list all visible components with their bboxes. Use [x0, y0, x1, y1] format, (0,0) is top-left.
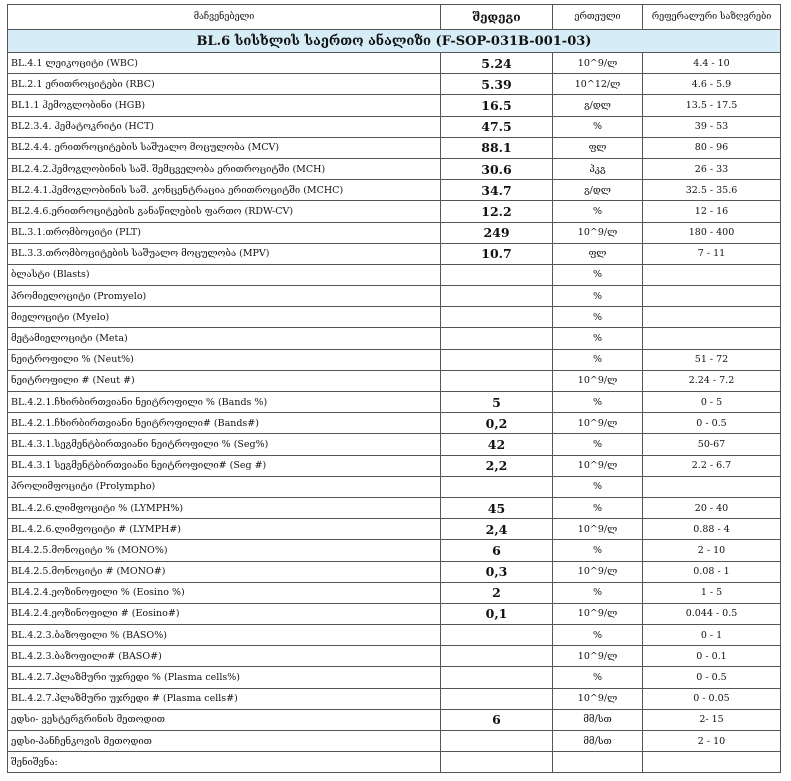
reference-cell: [643, 286, 781, 307]
table-row: [8, 158, 781, 179]
reference-cell: 1 - 5: [643, 582, 781, 603]
test-name-cell: BL2.4.1.ჰემოგლობინის საშ. კონცენტრაცია ერითროციტში (MCHC): [8, 180, 441, 201]
reference-cell: 4.6 - 5.9: [643, 74, 781, 95]
reference-cell: 0.08 - 1: [643, 561, 781, 582]
unit-cell: %: [553, 540, 643, 561]
table-row: [8, 307, 781, 328]
table-row: [8, 201, 781, 222]
result-cell: 0,2: [441, 413, 553, 434]
unit-cell: %: [553, 392, 643, 413]
result-cell: [441, 688, 553, 709]
unit-cell: მმ/სთ: [553, 709, 643, 730]
reference-cell: 0.044 - 0.5: [643, 603, 781, 624]
result-cell: [441, 731, 553, 752]
test-name-cell: BL.4.2.3.ბაზოფილი# (BASO#): [8, 646, 441, 667]
unit-cell: 10^9/ლ: [553, 222, 643, 243]
test-name-cell: ბლასტი (Blasts): [8, 264, 441, 285]
reference-cell: 180 - 400: [643, 222, 781, 243]
table-row: [8, 752, 781, 773]
reference-cell: 4.4 - 10: [643, 53, 781, 74]
test-name-cell: მიელოციტი (Myelo): [8, 307, 441, 328]
header-reference: რეფერალური საზღვრები: [643, 5, 781, 30]
test-name-cell: BL.4.2.3.ბაზოფილი % (BASO%): [8, 625, 441, 646]
reference-cell: 0 - 0.1: [643, 646, 781, 667]
result-cell: [441, 307, 553, 328]
test-name-cell: პროლიმფოციტი (Prolympho): [8, 476, 441, 497]
header-unit: ერთეული: [553, 5, 643, 30]
test-name-cell: BL1.1 ჰემოგლობინი (HGB): [8, 95, 441, 116]
table-row: [8, 286, 781, 307]
table-row: [8, 222, 781, 243]
test-name-cell: პრომიელოციტი (Promyelo): [8, 286, 441, 307]
test-name-cell: BL.4.2.1.ჩხირბირთვიანი ნეიტროფილი# (Bands#): [8, 413, 441, 434]
result-cell: [441, 264, 553, 285]
result-cell: 5: [441, 392, 553, 413]
result-cell: [441, 349, 553, 370]
table-row: [8, 688, 781, 709]
result-cell: 2,4: [441, 519, 553, 540]
header-indicator: მაჩვენებელი: [8, 5, 441, 30]
unit-cell: %: [553, 349, 643, 370]
unit-cell: 10^9/ლ: [553, 53, 643, 74]
test-name-cell: BL.4.3.1.სეგმენტბირთვიანი ნეიტროფილი % (Seg%): [8, 434, 441, 455]
test-name-cell: BL2.4.6.ერითროციტების განაწილების ფართო (RDW-CV): [8, 201, 441, 222]
result-cell: 5.39: [441, 74, 553, 95]
result-cell: 2: [441, 582, 553, 603]
table-row: [8, 455, 781, 476]
test-name-cell: BL.4.1 ლეიკოციტი (WBC): [8, 53, 441, 74]
result-cell: 34.7: [441, 180, 553, 201]
table-row: [8, 180, 781, 201]
table-row: [8, 264, 781, 285]
reference-cell: 0 - 1: [643, 625, 781, 646]
test-name-cell: BL4.2.4.ეოზინოფილი # (Eosino#): [8, 603, 441, 624]
table-row: [8, 497, 781, 518]
reference-cell: 39 - 53: [643, 116, 781, 137]
table-row: [8, 434, 781, 455]
table-row: [8, 582, 781, 603]
unit-cell: 10^9/ლ: [553, 455, 643, 476]
unit-cell: გ/დლ: [553, 95, 643, 116]
unit-cell: 10^9/ლ: [553, 646, 643, 667]
reference-cell: 2 - 10: [643, 540, 781, 561]
unit-cell: 10^9/ლ: [553, 413, 643, 434]
unit-cell: გ/დლ: [553, 180, 643, 201]
result-cell: [441, 646, 553, 667]
test-name-cell: ნეიტროფილი % (Neut%): [8, 349, 441, 370]
test-name-cell: BL.4.2.6.ლიმფოციტი % (LYMPH%): [8, 497, 441, 518]
test-name-cell: მეტამიელოციტი (Meta): [8, 328, 441, 349]
unit-cell: [553, 752, 643, 773]
reference-cell: 2.24 - 7.2: [643, 370, 781, 391]
table-row: [8, 74, 781, 95]
unit-cell: 10^9/ლ: [553, 370, 643, 391]
result-cell: [441, 286, 553, 307]
table-row: [8, 561, 781, 582]
reference-cell: 2 - 10: [643, 731, 781, 752]
test-name-cell: BL.3.3.თრომბოციტების საშუალო მოცულობა (MPV): [8, 243, 441, 264]
reference-cell: [643, 476, 781, 497]
result-cell: [441, 752, 553, 773]
test-name-cell: BL.4.2.1.ჩხირბირთვიანი ნეიტროფილი % (Bands %): [8, 392, 441, 413]
result-cell: [441, 625, 553, 646]
result-cell: 47.5: [441, 116, 553, 137]
test-name-cell: BL2.4.2.ჰემოგლობინის საშ. შემცველობა ერითროციტში (MCH): [8, 158, 441, 179]
table-row: [8, 137, 781, 158]
table-row: [8, 413, 781, 434]
result-cell: 249: [441, 222, 553, 243]
result-cell: 88.1: [441, 137, 553, 158]
result-cell: [441, 476, 553, 497]
test-name-cell: ედსი- ვესტერგრინის მეთოდით: [8, 709, 441, 730]
table-row: [8, 540, 781, 561]
reference-cell: [643, 264, 781, 285]
table-row: [8, 603, 781, 624]
result-cell: 12.2: [441, 201, 553, 222]
reference-cell: 0 - 5: [643, 392, 781, 413]
unit-cell: 10^9/ლ: [553, 603, 643, 624]
result-cell: 45: [441, 497, 553, 518]
reference-cell: 12 - 16: [643, 201, 781, 222]
test-name-cell: შენიშვნა:: [8, 752, 441, 773]
result-cell: 6: [441, 540, 553, 561]
unit-cell: 10^12/ლ: [553, 74, 643, 95]
reference-cell: 0 - 0.5: [643, 667, 781, 688]
result-cell: 0,1: [441, 603, 553, 624]
unit-cell: %: [553, 434, 643, 455]
test-name-cell: BL.4.2.7.პლაზმური უჯრედი % (Plasma cells%): [8, 667, 441, 688]
reference-cell: [643, 752, 781, 773]
reference-cell: 0.88 - 4: [643, 519, 781, 540]
table-row: [8, 476, 781, 497]
reference-cell: 2.2 - 6.7: [643, 455, 781, 476]
test-name-cell: ედსი-პანჩენკოვის მეთოდით: [8, 731, 441, 752]
table-row: [8, 392, 781, 413]
reference-cell: 0 - 0.5: [643, 413, 781, 434]
unit-cell: %: [553, 201, 643, 222]
reference-cell: [643, 328, 781, 349]
unit-cell: 10^9/ლ: [553, 688, 643, 709]
unit-cell: %: [553, 116, 643, 137]
table-row: [8, 243, 781, 264]
table-row: [8, 667, 781, 688]
unit-cell: მმ/სთ: [553, 731, 643, 752]
table-row: [8, 709, 781, 730]
test-name-cell: ნეიტროფილი # (Neut #): [8, 370, 441, 391]
reference-cell: 13.5 - 17.5: [643, 95, 781, 116]
reference-cell: 2- 15: [643, 709, 781, 730]
result-cell: 10.7: [441, 243, 553, 264]
table-row: [8, 95, 781, 116]
result-cell: 42: [441, 434, 553, 455]
test-name-cell: BL4.2.5.მონოციტი % (MONO%): [8, 540, 441, 561]
reference-cell: [643, 307, 781, 328]
result-cell: 16.5: [441, 95, 553, 116]
unit-cell: %: [553, 497, 643, 518]
table-row: [8, 53, 781, 74]
test-name-cell: BL2.4.4. ერითროციტების საშუალო მოცულობა (MCV): [8, 137, 441, 158]
reference-cell: 50-67: [643, 434, 781, 455]
test-name-cell: BL.4.2.7.პლაზმური უჯრედი # (Plasma cells#): [8, 688, 441, 709]
result-cell: 30.6: [441, 158, 553, 179]
result-cell: [441, 328, 553, 349]
table-row: [8, 328, 781, 349]
unit-cell: პკგ: [553, 158, 643, 179]
reference-cell: 20 - 40: [643, 497, 781, 518]
table-row: [8, 116, 781, 137]
header-result: შედეგი: [441, 5, 553, 30]
panel-title-row: [8, 30, 781, 53]
result-cell: [441, 667, 553, 688]
test-name-cell: BL2.3.4. ჰემატოკრიტი (HCT): [8, 116, 441, 137]
test-name-cell: BL.3.1.თრომბოციტი (PLT): [8, 222, 441, 243]
reference-cell: 80 - 96: [643, 137, 781, 158]
test-name-cell: BL.4.3.1 სეგმენტბირთვიანი ნეიტროფილი# (Seg #): [8, 455, 441, 476]
cbc-results-table: [7, 4, 781, 773]
unit-cell: 10^9/ლ: [553, 519, 643, 540]
table-row: [8, 370, 781, 391]
unit-cell: %: [553, 667, 643, 688]
table-row: [8, 349, 781, 370]
test-name-cell: BL4.2.5.მონოციტი # (MONO#): [8, 561, 441, 582]
test-name-cell: BL.4.2.6.ლიმფოციტი # (LYMPH#): [8, 519, 441, 540]
unit-cell: 10^9/ლ: [553, 561, 643, 582]
test-name-cell: BL.2.1 ერითროციტები (RBC): [8, 74, 441, 95]
table-row: [8, 731, 781, 752]
reference-cell: 0 - 0.05: [643, 688, 781, 709]
result-cell: 6: [441, 709, 553, 730]
result-cell: 0,3: [441, 561, 553, 582]
reference-cell: 32.5 - 35.6: [643, 180, 781, 201]
unit-cell: ფლ: [553, 243, 643, 264]
header-row: [8, 5, 781, 30]
table-row: [8, 625, 781, 646]
reference-cell: 26 - 33: [643, 158, 781, 179]
test-name-cell: BL4.2.4.ეოზინოფილი % (Eosino %): [8, 582, 441, 603]
result-cell: 5.24: [441, 53, 553, 74]
table-row: [8, 646, 781, 667]
reference-cell: 7 - 11: [643, 243, 781, 264]
reference-cell: 51 - 72: [643, 349, 781, 370]
unit-cell: %: [553, 328, 643, 349]
result-cell: 2,2: [441, 455, 553, 476]
unit-cell: %: [553, 264, 643, 285]
result-cell: [441, 370, 553, 391]
unit-cell: %: [553, 625, 643, 646]
panel-title: BL.6 სისხლის საერთო ანალიზი (F-SOP-031B-001-03): [8, 30, 781, 53]
unit-cell: ფლ: [553, 137, 643, 158]
unit-cell: %: [553, 307, 643, 328]
unit-cell: %: [553, 476, 643, 497]
unit-cell: %: [553, 286, 643, 307]
unit-cell: %: [553, 582, 643, 603]
table-row: [8, 519, 781, 540]
